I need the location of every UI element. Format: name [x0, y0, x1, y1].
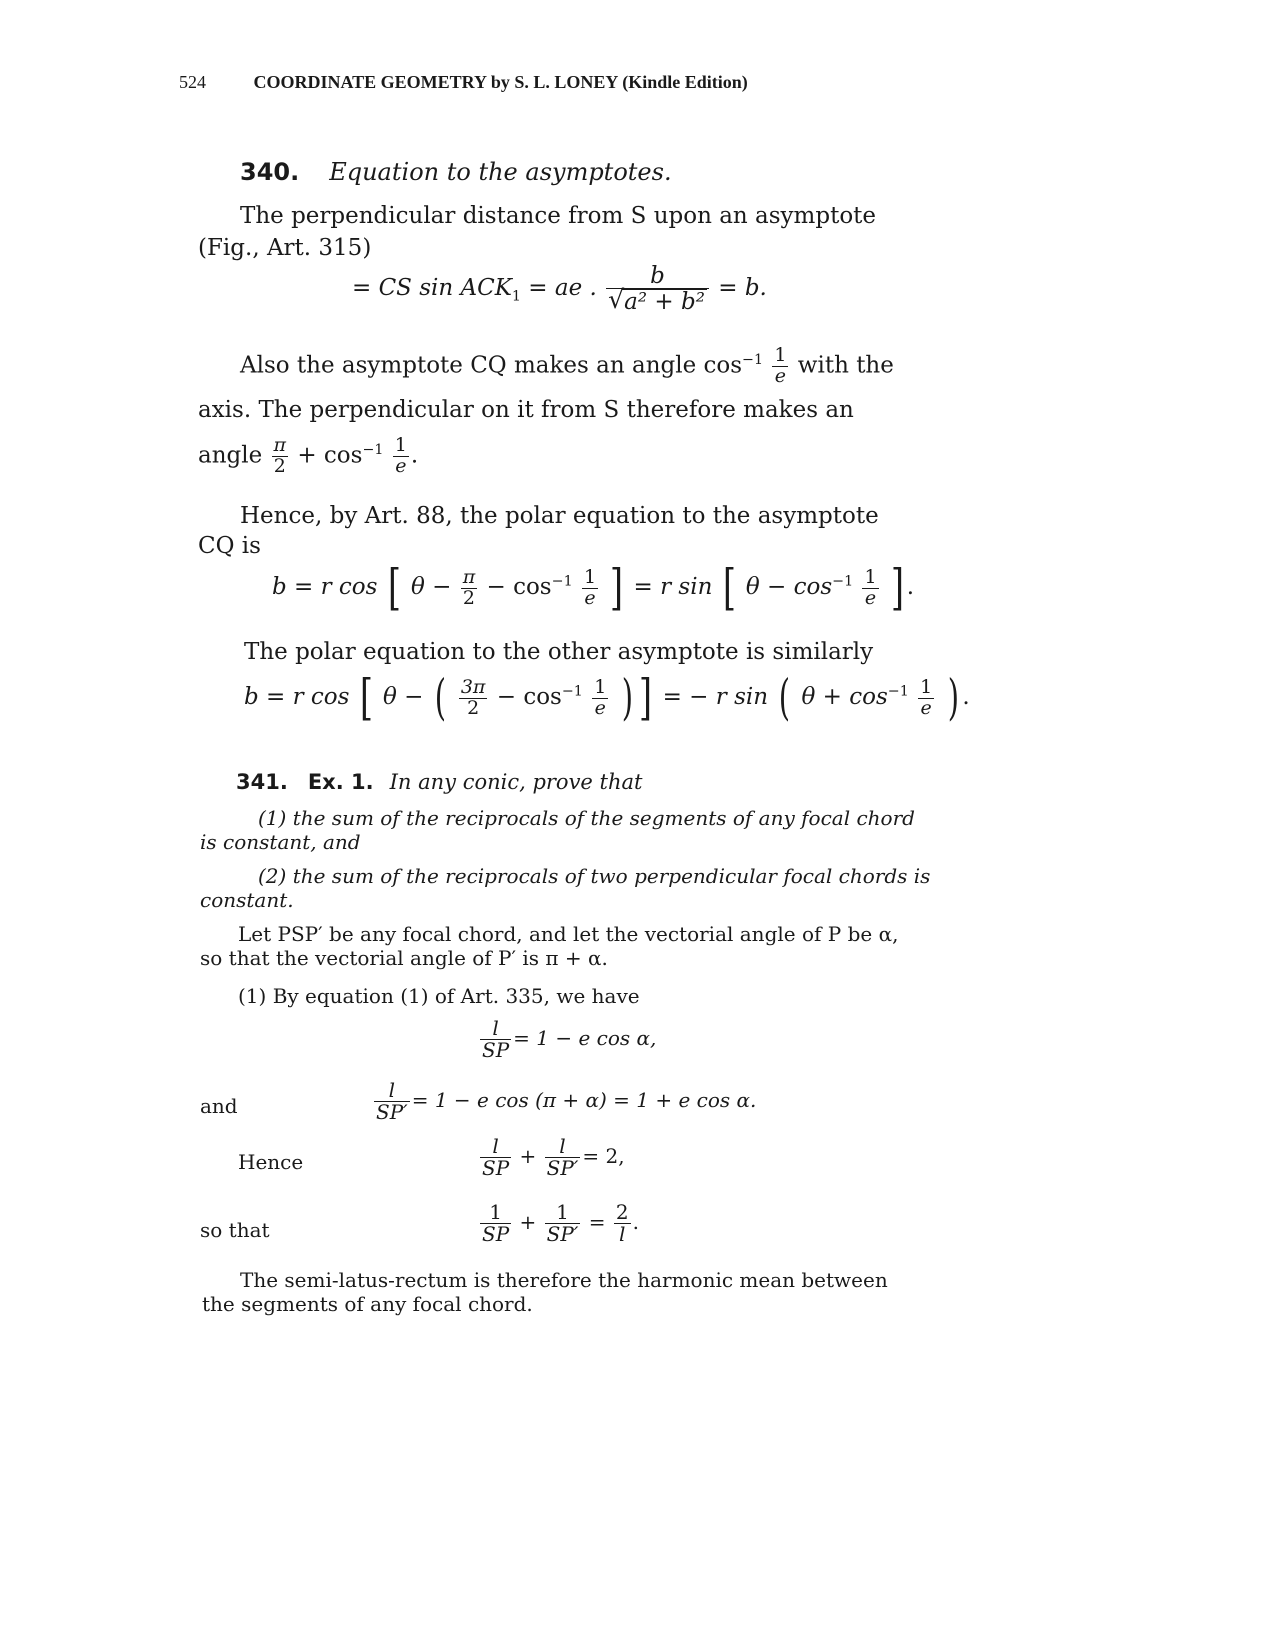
fraction [862, 565, 878, 609]
rhs: = 1 − e cos α, [513, 1026, 657, 1050]
section-340-heading [240, 158, 672, 186]
t: b = r cos [272, 574, 378, 600]
t: θ − [382, 684, 424, 710]
t: θ − [410, 574, 452, 600]
bracket-close: ] [890, 560, 904, 616]
paren-close: ) [621, 670, 633, 726]
section-number: 341. [236, 770, 288, 794]
text: Also the asymptote CQ makes an angle cos [240, 352, 743, 379]
eq1-left: = CS sin ACK [352, 275, 512, 302]
paragraph-3-line-2: CQ is [198, 533, 261, 559]
equation-c [478, 1136, 625, 1179]
section-number: 340. [240, 158, 300, 186]
den: e [864, 586, 877, 609]
fraction [592, 675, 608, 719]
den: e [594, 696, 606, 719]
num: 1 [394, 434, 407, 457]
paren-open: ( [779, 670, 791, 726]
equals: = [588, 1210, 606, 1234]
fraction [374, 1080, 410, 1123]
den: e [395, 455, 407, 478]
bracket-open: [ [387, 560, 401, 616]
eq1-middle: = ae . [521, 275, 597, 302]
num: 1 [545, 1202, 581, 1224]
num: 1 [594, 675, 607, 698]
fraction [918, 675, 934, 719]
den: e [920, 696, 932, 719]
text: angle [198, 442, 263, 469]
num: π [462, 565, 476, 588]
equation-3 [244, 670, 970, 726]
eq1-denominator: a² + b² [624, 289, 705, 316]
num: 1 [583, 565, 597, 588]
plus: + [519, 1144, 537, 1168]
paren-close: ) [947, 670, 959, 726]
plus: + [519, 1210, 537, 1234]
label-and: and [200, 1094, 238, 1118]
label-hence: Hence [238, 1150, 304, 1174]
num: l [480, 1136, 511, 1158]
eq1-right: = b. [718, 275, 767, 302]
fraction [459, 675, 488, 719]
page-header [179, 72, 748, 93]
t: − cos [496, 684, 562, 710]
superscript: −1 [832, 573, 854, 590]
bracket-open: [ [722, 560, 736, 616]
t: = r sin [633, 574, 713, 600]
paragraph-1-line-1: The perpendicular distance from S upon an asymptote [240, 203, 877, 229]
den: SP′ [546, 1156, 579, 1180]
sqrt-symbol [608, 289, 707, 314]
equation-2 [272, 560, 914, 616]
item-2-line-2: constant. [200, 888, 294, 912]
t: θ + cos [801, 684, 888, 710]
section-341-heading [236, 770, 642, 794]
num: π [273, 434, 287, 457]
superscript: −1 [887, 683, 909, 700]
rhs: = 1 − e cos (π + α) = 1 + e cos α. [411, 1088, 757, 1112]
bracket-close: ] [610, 560, 624, 616]
den: SP [482, 1156, 510, 1180]
equation-b [372, 1080, 756, 1123]
eq1-numerator: b [606, 264, 709, 289]
paragraph-3-line-1: Hence, by Art. 88, the polar equation to the asymptote [240, 503, 879, 529]
num: 1 [920, 675, 933, 698]
t: . [906, 574, 915, 600]
bracket-open: [ [359, 670, 373, 726]
num: 3π [460, 675, 486, 698]
paragraph-2-line-2: axis. The perpendicular on it from S therefore makes an [198, 397, 854, 423]
paragraph-4: The polar equation to the other asymptote is similarly [244, 639, 874, 665]
t: b = r cos [244, 684, 350, 710]
den: SP [482, 1222, 510, 1246]
page-number: 524 [179, 72, 206, 92]
rhs: = 2, [582, 1144, 625, 1168]
text: + cos [297, 442, 363, 469]
fraction [480, 1018, 511, 1061]
running-title: COORDINATE GEOMETRY by S. L. LONEY (Kindle Edition) [253, 72, 748, 92]
conclusion-line-2: the segments of any focal chord. [202, 1292, 533, 1316]
equation-d [478, 1202, 639, 1245]
den: SP′ [546, 1222, 579, 1246]
num: 1 [864, 565, 877, 588]
superscript: −1 [561, 683, 583, 700]
bracket-close: ] [639, 670, 653, 726]
den: SP [482, 1038, 510, 1062]
conclusion-line-1: The semi-latus-rectum is therefore the harmonic mean between [240, 1268, 888, 1292]
equation-1 [352, 264, 767, 314]
text: with the [797, 352, 894, 379]
let-line-2: so that the vectorial angle of P′ is π + α. [200, 946, 608, 970]
num: 2 [615, 1200, 629, 1224]
t: = − r sin [662, 684, 769, 710]
example-label: Ex. 1. [307, 770, 374, 794]
end: . [632, 1210, 639, 1234]
fraction [393, 436, 409, 477]
den: e [774, 365, 787, 388]
fraction [582, 565, 598, 609]
fraction [480, 1136, 511, 1179]
superscript: −1 [742, 352, 764, 368]
t: − cos [486, 574, 552, 600]
fraction [545, 1136, 581, 1179]
den: 2 [467, 696, 480, 719]
fraction [545, 1202, 581, 1245]
fraction [272, 436, 289, 477]
text: . [410, 442, 419, 469]
section-title: Equation to the asymptotes. [329, 158, 672, 186]
paragraph-1-line-2: (Fig., Art. 315) [198, 235, 372, 261]
num: 1 [774, 344, 787, 367]
fraction [461, 565, 478, 609]
superscript: −1 [551, 573, 573, 590]
eq1-fraction [606, 264, 709, 314]
equation-a [478, 1018, 656, 1061]
eq1-subscript: 1 [511, 288, 521, 305]
paragraph-2-line-1 [240, 344, 894, 387]
paragraph-2-line-3 [198, 434, 418, 477]
den: l [619, 1222, 626, 1246]
example-title: In any conic, prove that [389, 770, 643, 794]
t: . [962, 684, 970, 710]
item-1-line-2: is constant, and [200, 830, 361, 854]
by-equation-line: (1) By equation (1) of Art. 335, we have [238, 984, 640, 1008]
num: l [480, 1018, 511, 1040]
superscript: −1 [362, 442, 384, 458]
den: 2 [462, 586, 475, 609]
num: l [545, 1136, 581, 1158]
fraction [480, 1202, 511, 1245]
t: θ − cos [745, 574, 833, 600]
item-2-line-1: (2) the sum of the reciprocals of two perpendicular focal chords is [258, 864, 931, 888]
num: l [374, 1080, 410, 1102]
let-line-1: Let PSP′ be any focal chord, and let the vectorial angle of P be α, [238, 922, 899, 946]
fraction [772, 346, 788, 387]
item-1-line-1: (1) the sum of the reciprocals of the segments of any focal chord [258, 806, 915, 830]
den: SP′ [376, 1100, 408, 1124]
den: e [584, 586, 596, 609]
paren-open: ( [434, 670, 446, 726]
label-so-that: so that [200, 1218, 270, 1242]
den: 2 [273, 455, 286, 478]
num: 1 [480, 1202, 511, 1224]
fraction [614, 1202, 631, 1245]
